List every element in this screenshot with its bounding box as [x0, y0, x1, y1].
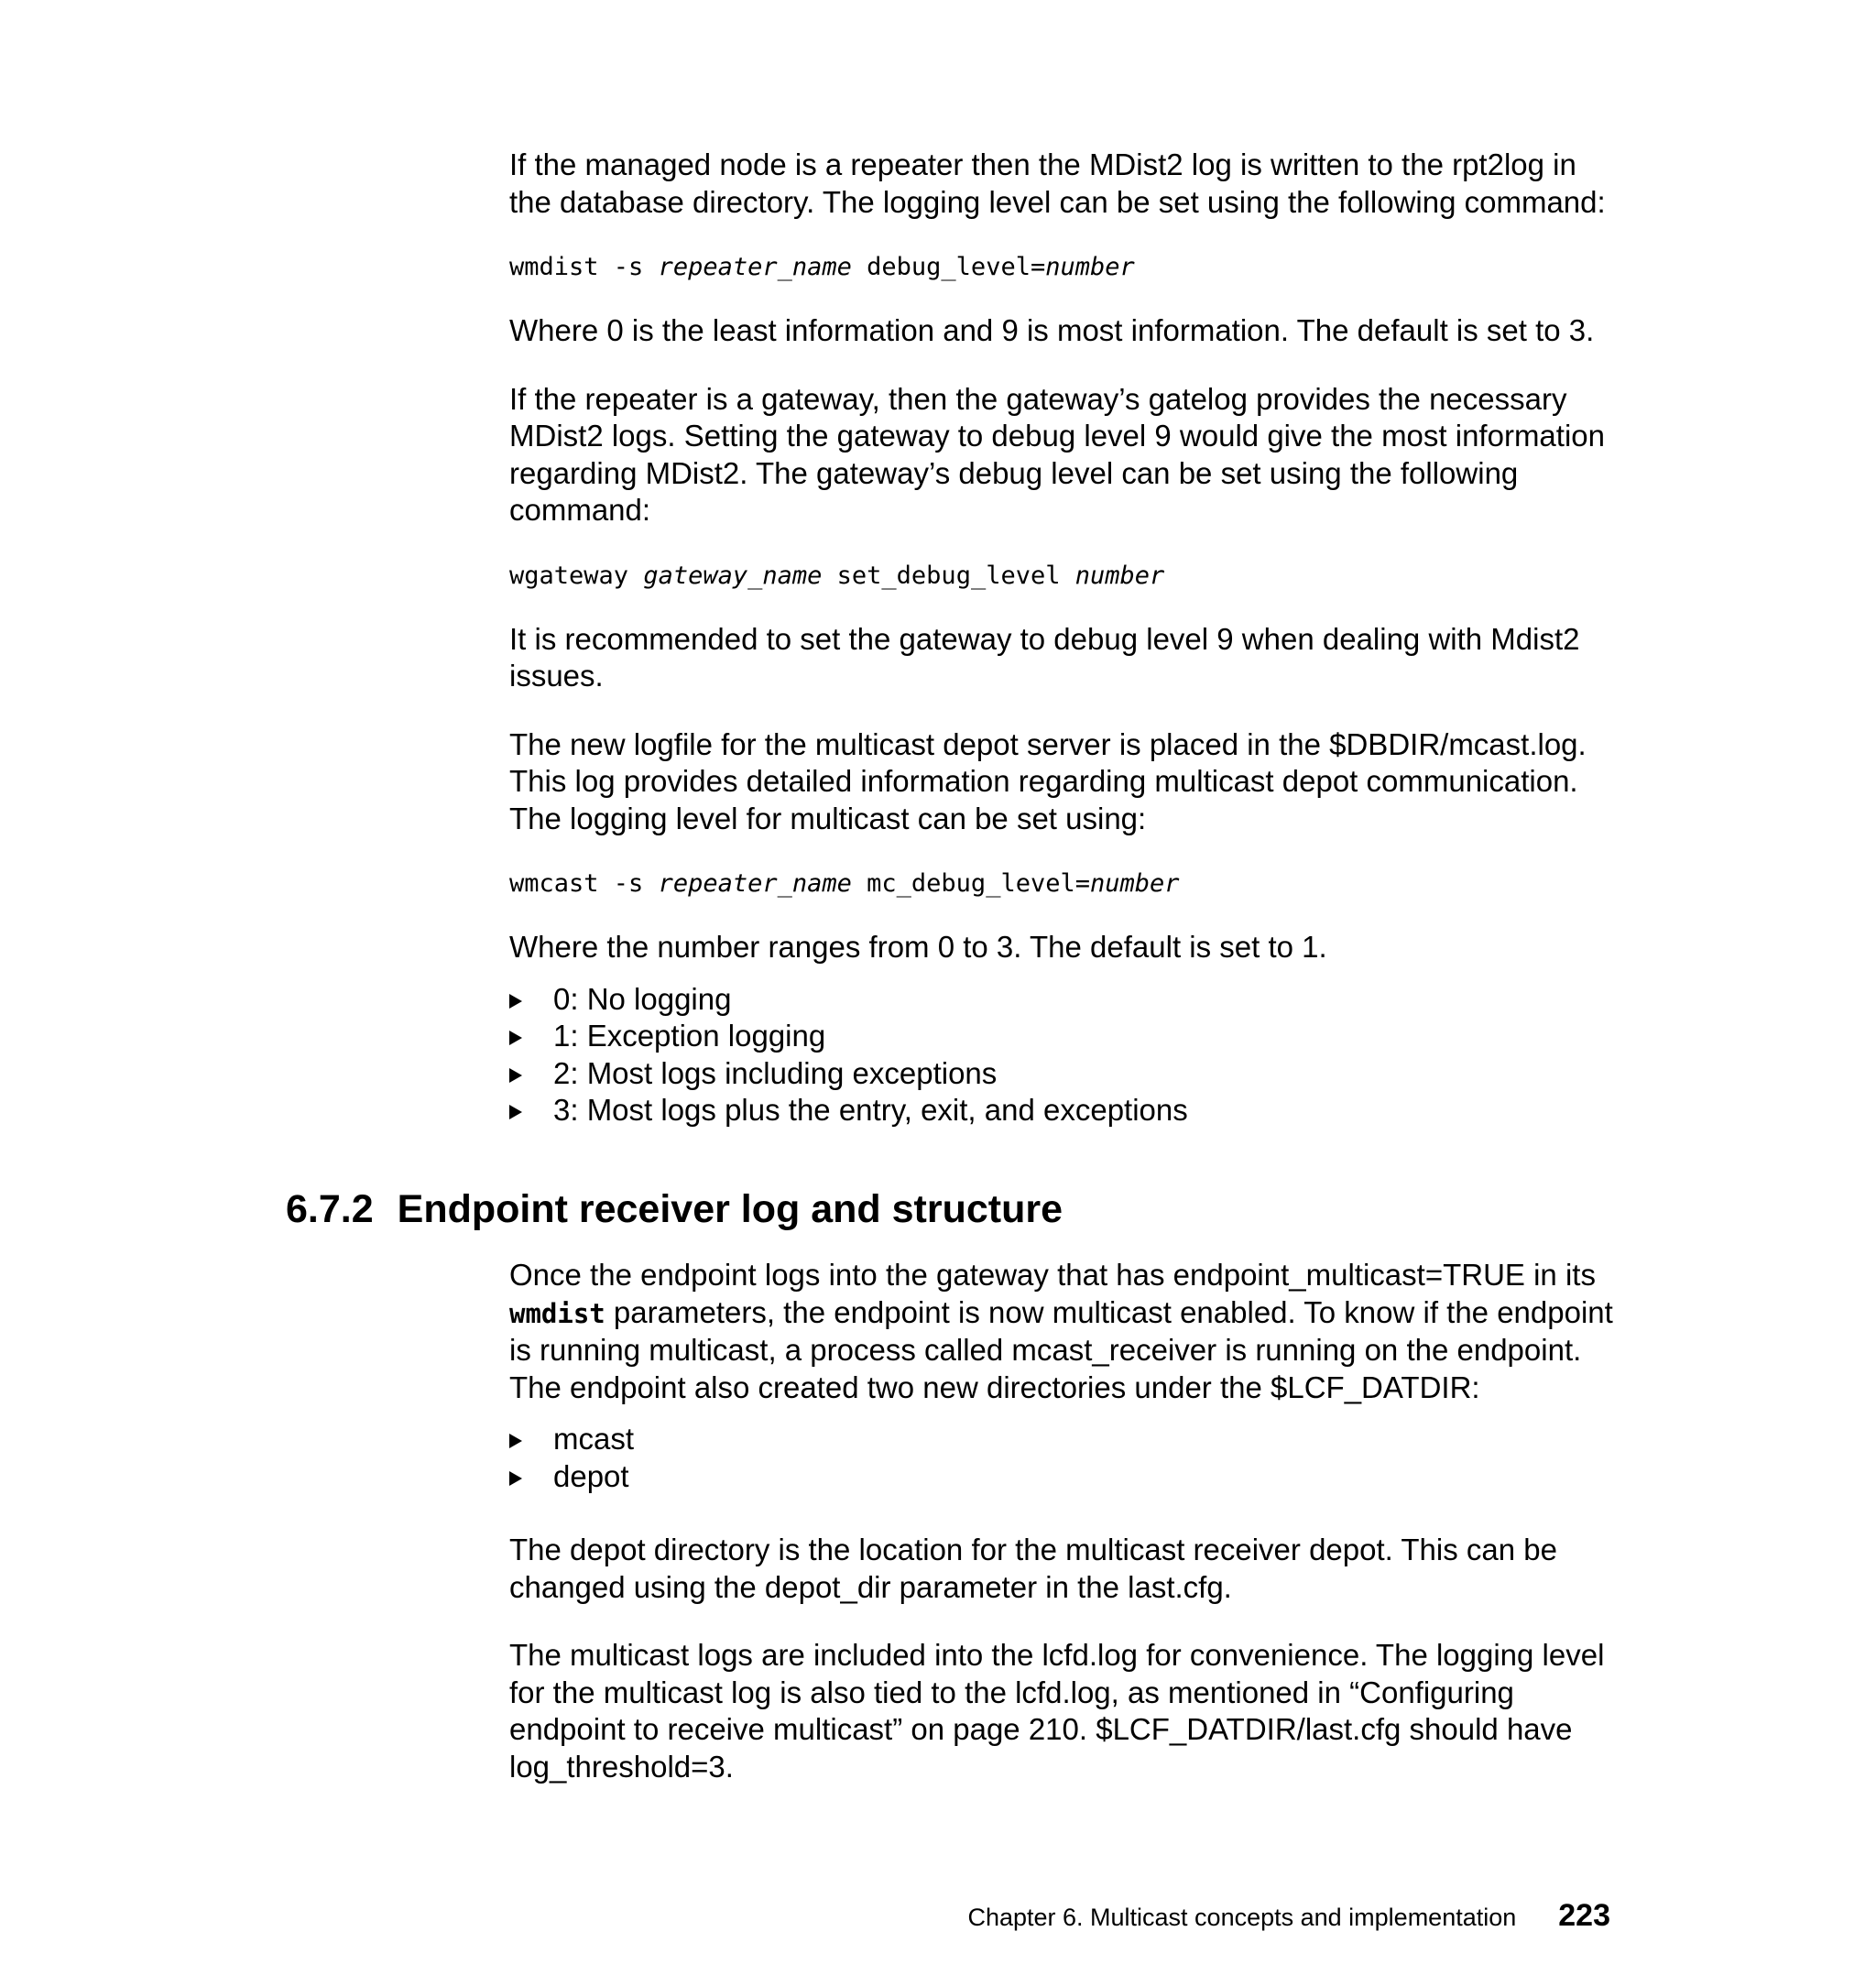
- paragraph-depot-directory: The depot directory is the location for the multicast receiver depot. This can be changed using the depot_dir parameter in the last.cfg.: [509, 1533, 1557, 1604]
- bullet-triangle-icon: [509, 1434, 522, 1448]
- paragraph-debug-levels: Where 0 is the least information and 9 is most information. The default is set to 3.: [509, 313, 1595, 347]
- command-arg: number: [1089, 869, 1180, 898]
- page-number: 223: [1558, 1898, 1610, 1933]
- command-arg: number: [1074, 561, 1165, 590]
- command-arg: number: [1045, 253, 1135, 281]
- section-heading: [286, 1187, 1063, 1232]
- bullet-triangle-icon: [509, 1105, 522, 1119]
- bullet-triangle-icon: [509, 1471, 522, 1486]
- logging-level-list: [509, 981, 1618, 1129]
- paragraph-lcfd-log: The multicast logs are included into the lcfd.log for convenience. The logging level for the multicast log is also tied to the lcfd.log, as mentioned in “Configuring endpoint to receive multicast” on page 210. $LCF_DATDIR/last.cfg should have log_threshold=3.: [509, 1638, 1605, 1784]
- paragraph-gateway-log: If the repeater is a gateway, then the gateway’s gatelog provides the necessary MDist2 logs. Setting the gateway to debug level 9 would give the most information regarding MDist2. The gateway’s debug level can be set using the following command:: [509, 381, 1605, 527]
- bullet-triangle-icon: [509, 1031, 522, 1045]
- command-text: wgateway: [509, 561, 644, 590]
- command-text: mc_debug_level=: [851, 869, 1090, 898]
- section-number: 6.7.2: [286, 1187, 374, 1231]
- command-wmcast: [509, 868, 1618, 900]
- main-content: [509, 147, 1618, 1166]
- list-item: 3: Most logs plus the entry, exit, and exceptions: [509, 1092, 1618, 1129]
- section-content: [509, 1257, 1618, 1817]
- command-text: wmdist -s: [509, 253, 659, 281]
- paragraph-mcast-log: The new logfile for the multicast depot server is placed in the $DBDIR/mcast.log. This log provides detailed information regarding multicast depot communication. The logging level for multicast can be set using:: [509, 726, 1587, 835]
- section-title: Endpoint receiver log and structure: [397, 1187, 1063, 1231]
- paragraph-recommendation: It is recommended to set the gateway to debug level 9 when dealing with Mdist2 issues.: [509, 621, 1580, 693]
- list-item: depot: [509, 1458, 1618, 1496]
- command-text: set_debug_level: [822, 561, 1075, 590]
- command-text: debug_level=: [851, 253, 1046, 281]
- paragraph-mcast-levels: Where the number ranges from 0 to 3. The default is set to 1.: [509, 930, 1327, 964]
- command-arg: repeater_name: [658, 869, 852, 898]
- command-text: wmcast -s: [509, 869, 659, 898]
- paragraph-endpoint-multicast: Once the endpoint logs into the gateway that has endpoint_multicast=TRUE in its wmdist parameters, the endpoint is now multicast enabled. To know if the endpoint is running multicast, a process called mcast_receiver is running on the endpoint. The endpoint also created two new directories under the $LCF_DATDIR:: [509, 1258, 1613, 1404]
- command-wgateway: [509, 561, 1618, 592]
- command-arg: repeater_name: [658, 253, 852, 281]
- inline-command: wmdist: [509, 1297, 605, 1329]
- list-item: 1: Exception logging: [509, 1018, 1618, 1055]
- command-wmdist: [509, 252, 1618, 283]
- list-item: 2: Most logs including exceptions: [509, 1055, 1618, 1093]
- list-item: mcast: [509, 1421, 1618, 1458]
- command-arg: gateway_name: [643, 561, 823, 590]
- bullet-triangle-icon: [509, 994, 522, 1009]
- chapter-title: Chapter 6. Multicast concepts and implementation: [967, 1904, 1517, 1931]
- page-footer: [967, 1898, 1610, 1934]
- list-item: 0: No logging: [509, 981, 1618, 1019]
- directory-list: [509, 1421, 1618, 1495]
- bullet-triangle-icon: [509, 1068, 522, 1083]
- paragraph-repeater-log: If the managed node is a repeater then the MDist2 log is written to the rpt2log in the database directory. The logging level can be set using the following command:: [509, 147, 1606, 219]
